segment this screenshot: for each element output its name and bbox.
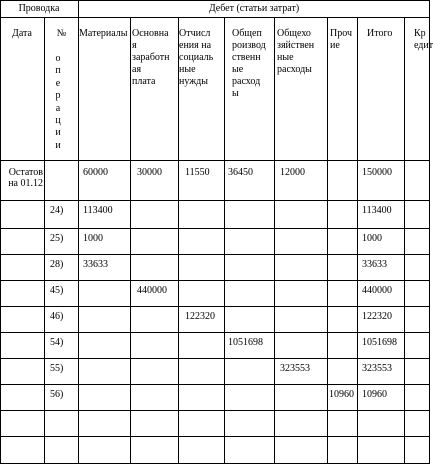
grid-line [0,280,430,281]
header-total: Итого [367,28,393,39]
header-date: Дата [12,28,32,39]
grid-line [0,410,430,411]
header-other: Проч ие [330,28,352,51]
cell-salary: 30000 [137,167,162,178]
cell-total: 1051698 [362,337,397,348]
grid-line [0,0,430,1]
grid-line [0,254,430,255]
cell-num: 54) [50,337,64,348]
grid-line [0,332,430,333]
cell-social: 122320 [185,311,215,322]
cell-num: 25) [50,233,64,244]
cell-social: 11550 [185,167,210,178]
grid-line [429,0,430,464]
cell-num: 45) [50,285,64,296]
cell-total: 113400 [362,205,392,216]
cell-econ: 323553 [280,363,310,374]
cell-prod: 36450 [228,167,253,178]
grid-line [0,228,430,229]
cell-materials: 60000 [83,167,108,178]
grid-line [0,463,430,464]
cell-total: 150000 [362,167,392,178]
cell-total: 33633 [362,259,387,270]
header-materials: Материалы [79,28,128,39]
cell-num: 55) [50,363,64,374]
header-num: № [56,28,67,39]
grid-line [0,358,430,359]
header-social: Отчисл ения на социаль ные нужды [179,28,214,87]
cell-total: 323553 [362,363,392,374]
cell-num: 24) [50,205,64,216]
cell-total: 440000 [362,285,392,296]
grid-line [130,17,131,464]
cell-num: 28) [50,259,64,270]
grid-line [0,17,430,18]
cell-total: 10960 [362,389,387,400]
grid-line [0,306,430,307]
header-debit: Дебет (статьи затрат) [208,3,300,14]
header-posting: Проводка [18,3,60,14]
grid-line [0,384,430,385]
cell-materials: 33633 [83,259,108,270]
grid-line [327,17,328,464]
header-num-vertical: о п е р а ц и и [55,53,61,151]
header-salary: Основна я заработн ая плата [132,28,170,87]
grid-line [0,200,430,201]
grid-line [0,0,1,464]
grid-line [274,17,275,464]
cell-salary: 440000 [137,285,167,296]
cell-other: 10960 [329,389,354,400]
cell-materials: 1000 [83,233,103,244]
cell-num: 46) [50,311,64,322]
grid-line [44,17,45,464]
cell-materials: 113400 [83,205,113,216]
cell-total: 1000 [362,233,382,244]
grid-line [0,436,430,437]
cell-prod: 1051698 [228,337,263,348]
grid-line [357,17,358,464]
header-production-overhead: Общеп роизвод ственн ые расход ы [232,28,266,99]
cell-econ: 12000 [280,167,305,178]
cell-num: 56) [50,389,64,400]
grid-line [0,160,430,161]
cell-date: Остатов на 01.12 [8,167,43,189]
header-credit: Кр едит [414,28,433,51]
grid-line [404,17,405,464]
grid-line [78,0,79,464]
cell-total: 122320 [362,311,392,322]
grid-line [224,17,225,464]
header-general-overhead: Общехо зяйствен ные расходы [277,28,315,75]
